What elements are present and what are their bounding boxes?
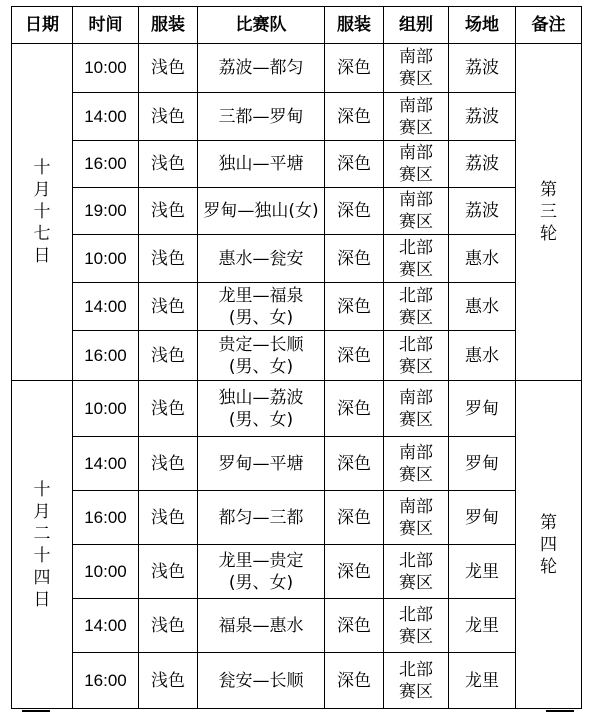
note-char: 第: [540, 180, 557, 200]
away-color-cell: 深色: [325, 545, 384, 599]
away-color-cell: 深色: [325, 44, 384, 93]
match-cell: [198, 283, 325, 331]
match-cell: [198, 381, 325, 437]
division-cell-line: 赛区: [399, 626, 433, 647]
division-cell-line: 南部: [399, 143, 433, 163]
time-cell: 19:00: [73, 188, 139, 235]
home-color-cell: 浅色: [139, 44, 198, 93]
venue-cell: 荔波: [449, 141, 516, 188]
date-cell: [12, 44, 73, 381]
time-cell: 10:00: [73, 235, 139, 283]
match-cell-line: 龙里—贵定: [218, 550, 304, 571]
match-cell: [198, 491, 325, 545]
time-cell: 14:00: [73, 599, 139, 653]
division-cell-line: 赛区: [399, 464, 433, 485]
header-note: 备注: [516, 7, 582, 44]
match-cell-line: (男、女): [228, 572, 294, 593]
venue-cell: 龙里: [449, 545, 516, 599]
division-cell-line: 南部: [399, 442, 433, 463]
match-cell-line: 都匀—三都: [218, 507, 304, 528]
division-cell-line: 北部: [399, 285, 433, 306]
date-char: 十: [33, 479, 51, 500]
match-cell-line: 龙里—福泉: [218, 285, 304, 306]
schedule-table: [11, 6, 582, 709]
division-cell: [384, 141, 449, 188]
table-row: [12, 235, 582, 283]
away-color-cell: 深色: [325, 188, 384, 235]
match-cell: [198, 141, 325, 188]
division-cell: [384, 381, 449, 437]
division-cell: [384, 491, 449, 545]
division-cell-line: 赛区: [399, 409, 433, 430]
time-cell: 16:00: [73, 653, 139, 709]
header-time: 时间: [73, 7, 139, 44]
table-row: [12, 491, 582, 545]
date-char: 四: [33, 567, 51, 588]
match-cell-line: (男、女): [228, 307, 294, 328]
table-row: [12, 283, 582, 331]
time-cell: 16:00: [73, 331, 139, 381]
table-row: [12, 93, 582, 141]
match-cell-line: (男、女): [228, 356, 294, 377]
division-cell: [384, 44, 449, 93]
home-color-cell: 浅色: [139, 283, 198, 331]
date-char: 日: [33, 589, 51, 610]
away-color-cell: 深色: [325, 599, 384, 653]
table-row: [12, 545, 582, 599]
division-cell-line: 赛区: [399, 117, 433, 138]
match-cell: [198, 599, 325, 653]
away-color-cell: 深色: [325, 141, 384, 188]
home-color-cell: 浅色: [139, 188, 198, 235]
division-cell: [384, 653, 449, 709]
note-char: 轮: [540, 556, 557, 577]
division-cell: [384, 188, 449, 235]
time-cell: 16:00: [73, 141, 139, 188]
home-color-cell: 浅色: [139, 653, 198, 709]
date-char: 十: [33, 158, 51, 178]
time-cell: 14:00: [73, 283, 139, 331]
match-cell: [198, 545, 325, 599]
division-cell-line: 赛区: [399, 572, 433, 593]
table-row: [12, 44, 582, 93]
division-cell-line: 南部: [399, 95, 433, 116]
away-color-cell: 深色: [325, 331, 384, 381]
time-cell: 16:00: [73, 491, 139, 545]
table-row: [12, 437, 582, 491]
division-cell-line: 赛区: [399, 165, 433, 185]
division-cell-line: 北部: [399, 237, 433, 258]
division-cell: [384, 93, 449, 141]
note-char: 第: [540, 512, 557, 533]
away-color-cell: 深色: [325, 381, 384, 437]
division-cell-line: 北部: [399, 550, 433, 571]
table-row: [12, 141, 582, 188]
division-cell-line: 南部: [399, 190, 433, 210]
note-cell: [516, 44, 582, 381]
division-cell: [384, 545, 449, 599]
date-char: 十: [33, 202, 51, 222]
time-cell: 14:00: [73, 437, 139, 491]
header-row: [12, 7, 582, 44]
time-cell: 10:00: [73, 545, 139, 599]
match-cell-line: 独山—荔波: [218, 387, 304, 408]
match-cell-line: 罗甸—平塘: [218, 453, 304, 474]
division-cell-line: 赛区: [399, 307, 433, 328]
division-cell-line: 南部: [399, 387, 433, 408]
match-cell: [198, 437, 325, 491]
venue-cell: 惠水: [449, 235, 516, 283]
match-cell: [198, 235, 325, 283]
division-cell-line: 赛区: [399, 681, 433, 702]
match-cell: [198, 331, 325, 381]
date-char: 日: [33, 246, 51, 266]
note-char: 四: [540, 534, 557, 555]
match-cell-line: 贵定—长顺: [218, 334, 304, 355]
venue-cell: 惠水: [449, 283, 516, 331]
time-cell: 10:00: [73, 381, 139, 437]
match-cell-line: 罗甸—独山(女): [203, 201, 319, 221]
home-color-cell: 浅色: [139, 381, 198, 437]
match-cell: [198, 188, 325, 235]
venue-cell: 龙里: [449, 653, 516, 709]
division-cell: [384, 437, 449, 491]
note-char: 三: [540, 202, 557, 222]
division-cell-line: 赛区: [399, 69, 433, 89]
header-match: 比赛队: [198, 7, 325, 44]
venue-cell: 龙里: [449, 599, 516, 653]
away-color-cell: 深色: [325, 283, 384, 331]
division-cell: [384, 599, 449, 653]
table-row: [12, 331, 582, 381]
venue-cell: 荔波: [449, 188, 516, 235]
home-color-cell: 浅色: [139, 437, 198, 491]
home-color-cell: 浅色: [139, 235, 198, 283]
division-cell-line: 南部: [399, 47, 433, 67]
home-color-cell: 浅色: [139, 141, 198, 188]
match-cell-line: 独山—平塘: [218, 154, 304, 174]
match-cell-line: (男、女): [228, 409, 294, 430]
match-cell-line: 三都—罗甸: [218, 106, 304, 127]
division-cell-line: 赛区: [399, 356, 433, 377]
table-row: [12, 188, 582, 235]
away-color-cell: 深色: [325, 437, 384, 491]
match-cell-line: 瓮安—长顺: [218, 670, 304, 691]
date-char: 月: [33, 501, 51, 522]
table-row: [12, 381, 582, 437]
home-color-cell: 浅色: [139, 491, 198, 545]
header-division: 组别: [384, 7, 449, 44]
division-cell-line: 北部: [399, 659, 433, 680]
venue-cell: 罗甸: [449, 491, 516, 545]
match-cell-line: 荔波—都匀: [218, 58, 304, 78]
division-cell-line: 赛区: [399, 259, 433, 280]
match-cell-line: 惠水—瓮安: [218, 248, 304, 269]
division-cell-line: 北部: [399, 334, 433, 355]
away-color-cell: 深色: [325, 491, 384, 545]
note-cell: [516, 381, 582, 709]
date-cell: [12, 381, 73, 709]
home-color-cell: 浅色: [139, 93, 198, 141]
match-cell: [198, 93, 325, 141]
division-cell-line: 南部: [399, 496, 433, 517]
header-away-color: 服装: [325, 7, 384, 44]
date-char: 七: [33, 224, 51, 244]
table-row: [12, 653, 582, 709]
date-char: 十: [33, 545, 51, 566]
division-cell-line: 赛区: [399, 212, 433, 232]
venue-cell: 惠水: [449, 331, 516, 381]
match-cell: [198, 44, 325, 93]
date-char: 月: [33, 180, 51, 200]
bottom-rule-right: [546, 710, 574, 712]
venue-cell: 荔波: [449, 93, 516, 141]
match-cell: [198, 653, 325, 709]
venue-cell: 罗甸: [449, 381, 516, 437]
venue-cell: 罗甸: [449, 437, 516, 491]
division-cell: [384, 283, 449, 331]
division-cell: [384, 331, 449, 381]
date-char: 二: [33, 523, 51, 544]
header-home-color: 服装: [139, 7, 198, 44]
away-color-cell: 深色: [325, 653, 384, 709]
division-cell-line: 赛区: [399, 518, 433, 539]
header-venue: 场地: [449, 7, 516, 44]
home-color-cell: 浅色: [139, 545, 198, 599]
home-color-cell: 浅色: [139, 599, 198, 653]
division-cell-line: 北部: [399, 604, 433, 625]
time-cell: 10:00: [73, 44, 139, 93]
note-char: 轮: [540, 224, 557, 244]
table-row: [12, 599, 582, 653]
bottom-rule-left: [22, 710, 50, 712]
division-cell: [384, 235, 449, 283]
home-color-cell: 浅色: [139, 331, 198, 381]
venue-cell: 荔波: [449, 44, 516, 93]
match-cell-line: 福泉—惠水: [218, 615, 304, 636]
away-color-cell: 深色: [325, 235, 384, 283]
header-date: 日期: [12, 7, 73, 44]
time-cell: 14:00: [73, 93, 139, 141]
away-color-cell: 深色: [325, 93, 384, 141]
